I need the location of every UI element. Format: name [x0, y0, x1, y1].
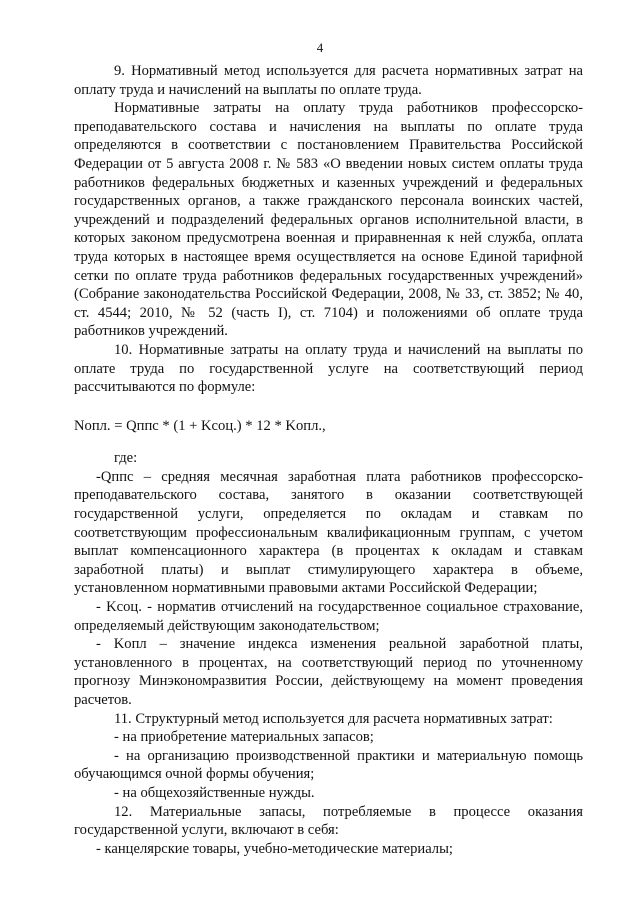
paragraph-12: 12. Материальные запасы, потребляемые в процессе оказания государственной услуги, включают в себя: — [74, 803, 583, 839]
page-number: 4 — [316, 40, 324, 55]
definition-kopl: - Kопл – значение индекса изменения реальной заработной платы, установленного в процентах, на соответствующий период по уточненному прогнозу Минэкономразвития России, действующему на момент проведения расчетов. — [74, 636, 583, 708]
paragraph-norm-costs: Нормативные затраты на оплату труда работников профессорско-преподавательского состава и начисления на выплаты по оплате труда определяются в соответствии с постановлением Правительства Российской Федерации от 5 августа 2008 г. № 583 «О введении новых систем оплаты труда работников федеральных бюджетных и казенных учреждений и федеральных государственных органов, а также гражданского персонала воинских частей, учреждений и подразделений федеральных органов исполнительной власти, в которых законом предусмотрена военная и приравненная к ней служба, оплата труда которых в настоящее время осуществляется на основе Единой тарифной сетки по оплате труда работников федеральных государственных учреждений» (Собрание законодательства Российской Федерации, 2008, № 33, ст. 3852; № 40, ст. 4544; 2010, № 52 (часть I), ст. 7104) и положениями об оплате труда работников учреждений. — [74, 100, 583, 340]
list-item: - канцелярские товары, учебно-методические материалы; — [96, 840, 453, 857]
list-item: - на общехозяйственные нужды. — [114, 784, 315, 801]
paragraph-9: 9. Нормативный метод используется для расчета нормативных затрат на оплату труда и начислений на выплаты по оплате труда. — [74, 63, 583, 98]
list-item: - на приобретение материальных запасов; — [114, 729, 374, 746]
paragraph-10: 10. Нормативные затраты на оплату труда и начислений на выплаты по оплате труда по государственной услуге на соответствующий период рассчитываются по формуле: — [74, 341, 583, 396]
paragraph-11: 11. Структурный метод используется для расчета нормативных затрат: — [114, 710, 553, 727]
formula: Nопл. = Qппс * (1 + Kсоц.) * 12 * Kопл., — [74, 417, 326, 434]
list-item: - на организацию производственной практики и материальную помощь обучающимся очной формы обучения; — [74, 747, 583, 783]
where-label: где: — [114, 450, 138, 467]
definition-qpps: -Qппс – средняя месячная заработная плата работников профессорско-преподавательского состава, занятого в оказании соответствующей государственной услуги, определяется по окладам и ставкам по соответствующим профессиональным квалификационным группам, с учетом выплат компенсационного характера (в процентах к окладам и ставкам заработной платы) и выплат стимулирующего характера в объеме, установленном нормативными правовыми актами Российской Федерации; — [74, 468, 583, 597]
definition-ksoc: - Kсоц. - норматив отчислений на государственное социальное страхование, определяемый действующим законодательством; — [74, 599, 583, 634]
document-body — [74, 62, 583, 858]
